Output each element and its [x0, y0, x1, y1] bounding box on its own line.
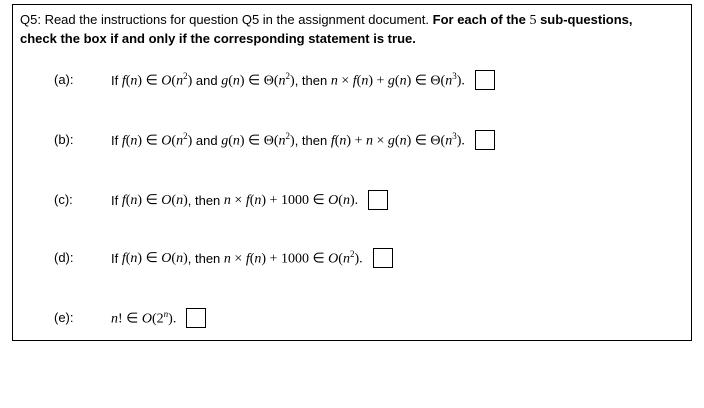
statement-then: then — [194, 192, 221, 208]
statement-a: If f(n) ∈ $O(n^2)$ and g(n) ∈ $\Theta(n^2)$ , then n × f(n) + g(n) ∈ $\Theta(n^3)$. — [111, 70, 495, 90]
checkbox-e[interactable] — [186, 308, 206, 328]
sub-question-e — [13, 305, 693, 329]
item-label: (b): — [54, 132, 74, 147]
statement-if: If — [111, 192, 119, 208]
statement-e: n! ∈ O(2$^n$). — [111, 308, 206, 328]
question-line2: check the box if and only if the corresponding statement is true. — [20, 31, 416, 46]
item-label: (a): — [54, 72, 74, 87]
checkbox-a[interactable] — [475, 70, 495, 90]
sub-question-a — [13, 67, 693, 91]
statement-then: then — [301, 132, 328, 148]
checkbox-d[interactable] — [373, 248, 393, 268]
statement-then: then — [301, 72, 328, 88]
sub-question-b — [13, 127, 693, 151]
question-box — [12, 4, 692, 341]
question-bold-part2: sub-questions, — [540, 12, 633, 27]
checkbox-c[interactable] — [368, 190, 388, 210]
question-bold-part1: For each of the — [432, 12, 526, 27]
statement-c: If f(n) ∈ O(n) , then n × f(n) + 1000 ∈ O(n). — [111, 190, 388, 210]
statement-if: If — [111, 250, 119, 266]
statement-d: If f(n) ∈ O(n) , then n × f(n) + 1000 ∈ $O(n^2)$. — [111, 248, 393, 268]
statement-if: If — [111, 72, 119, 88]
statement-then: then — [194, 250, 221, 266]
question-prefix: Q5: Read the instructions for question Q5 in the assignment document. — [20, 12, 430, 27]
statement-and: and — [195, 72, 218, 88]
sub-question-c — [13, 187, 693, 211]
question-header — [20, 11, 688, 48]
item-label: (c): — [54, 192, 73, 207]
item-label: (d): — [54, 250, 74, 265]
checkbox-b[interactable] — [475, 130, 495, 150]
question-count: 5 — [529, 13, 537, 28]
statement-if: If — [111, 132, 119, 148]
statement-b: If f(n) ∈ $O(n^2)$ and g(n) ∈ $\Theta(n^2)$ , then f(n) + n × g(n) ∈ $\Theta(n^3)$. — [111, 130, 495, 150]
item-label: (e): — [54, 310, 74, 325]
statement-and: and — [195, 132, 218, 148]
sub-question-d — [13, 245, 693, 269]
